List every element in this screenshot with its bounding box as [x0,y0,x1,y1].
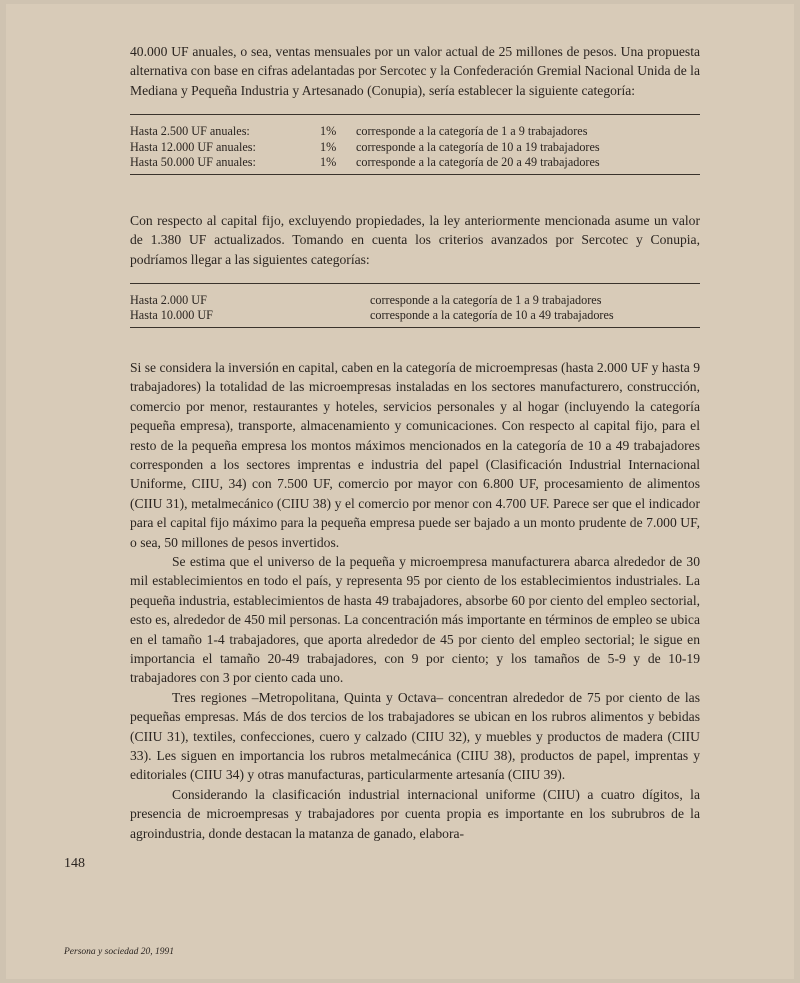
table-1-description-cell: corresponde a la categoría de 10 a 19 trabajadores [356,139,600,154]
paragraph-2: Con respecto al capital fijo, excluyendo propiedades, la ley anteriormente mencionada asume un valor de 1.380 UF actualizados. Tomando en cuenta los criterios avanzados por Sercotec y Conupia, podríamos llegar a las siguientes categorías: [130,212,700,267]
footer-citation: Persona y sociedad 20, 1991 [64,947,175,957]
table-1-limit-cell: Hasta 12.000 UF anuales: [130,139,256,154]
table-2-row [130,293,700,309]
table-1-percent-cell: 1% [320,124,337,139]
table-2-description-cell: corresponde a la categoría de 1 a 9 trabajadores [370,292,602,307]
table-2-description-cell: corresponde a la categoría de 10 a 49 trabajadores [370,308,614,323]
table-2-top-rule [130,283,700,284]
text-column [130,42,700,843]
table-1-limit-cell: Hasta 2.500 UF anuales: [130,124,250,139]
paragraph-1: 40.000 UF anuales, o sea, ventas mensuales por un valor actual de 25 millones de pesos. Una propuesta alternativa con base en cifras adelantadas por Sercotec y la Confederación Gremial Nacional Unida de la Mediana y Pequeña Industria y Artesanado (Conupia), sería establecer la siguiente categoría: [130,44,700,98]
table-1-percent-cell: 1% [320,155,337,170]
table-1-row [130,155,700,171]
table-1-description-cell: corresponde a la categoría de 20 a 49 trabajadores [356,155,600,170]
table-1-limit-cell: Hasta 50.000 UF anuales: [130,155,256,170]
table-2 [130,293,700,324]
table-1-percent-cell: 1% [320,139,337,154]
table-1 [130,124,700,171]
table-1-description-cell: corresponde a la categoría de 1 a 9 trabajadores [356,124,588,139]
table-1-row [130,140,700,156]
paragraph-5: Tres regiones –Metropolitana, Quinta y Octava– concentran alrededor de 75 por ciento de las pequeñas empresas. Más de dos tercios de los trabajadores se ubican en los rubros alimentos y bebidas (CIIU 31), textiles, confecciones, cuero y calzado (CIIU 32), y muebles y productos de madera (CIIU 33). Les siguen en importancia los rubros metalmecánica (CIIU 38), productos de papel, imprentas y editoriales (CIIU 34) y otras manufacturas, particularmente artesanía (CIIU 39). [130,689,700,783]
table-1-row [130,124,700,140]
table-2-limit-cell: Hasta 2.000 UF [130,292,207,307]
paragraph-4: Se estima que el universo de la pequeña y microempresa manufacturera abarca alrededor de 30 mil establecimientos en todo el país, y representa 95 por ciento de los establecimientos industriales. La pequeña industria, establecimientos de hasta 49 trabajadores, absorbe 60 por ciento del empleo sectorial, esto es, alrededor de 450 mil personas. La concentración más importante en términos de empleo se ubica en el tamaño 1-4 trabajadores, que aporta alrededor de 45 por ciento del empleo sectorial; le sigue en importancia el tamaño 20-49 trabajadores, con 9 por ciento; y los tamaños de 5-9 y de 10-19 trabajadores con 3 por ciento cada uno. [130,554,700,686]
table-2-row [130,308,700,324]
document-page [6,4,794,979]
table-2-bottom-rule [130,327,700,328]
table-1-top-rule [130,114,700,115]
paragraph-3: Si se considera la inversión en capital, caben en la categoría de microempresas (hasta 2.000 UF y hasta 9 trabajadores) la totalidad de las microempresas instaladas en los sectores manufacturero, construcción, comercio por menor, restaurantes y hoteles, servicios personales y al hogar (incluyendo la categoría pequeña empresa), transporte, almacenamiento y comunicaciones. Con respecto al capital fijo, para el resto de la pequeña empresa los montos máximos mencionados en la categoría de 10 a 49 trabajadores corresponden a los sectores imprentas e industria del papel (Clasificación Industrial Internacional Uniforme, CIIU, 34) con 7.500 UF, comercio por mayor con 6.800 UF, procesamiento de alimentos (CIIU 31), metalmecánico (CIIU 38) y el comercio por menor con 4.700 UF. Parece ser que el indicador para el capital fijo máximo para la pequeña empresa puede ser bajado a un monto prudente de 7.000 UF, o sea, 50 millones de pesos invertidos. [130,359,700,550]
page-number: 148 [64,856,85,871]
table-2-limit-cell: Hasta 10.000 UF [130,308,213,323]
paragraph-6: Considerando la clasificación industrial internacional uniforme (CIIU) a cuatro dígitos, la presencia de microempresas y trabajadores por cuenta propia es importante en los subrubros de la agroindustria, donde destacan la matanza de ganado, elabora- [130,786,700,841]
table-1-bottom-rule [130,174,700,175]
